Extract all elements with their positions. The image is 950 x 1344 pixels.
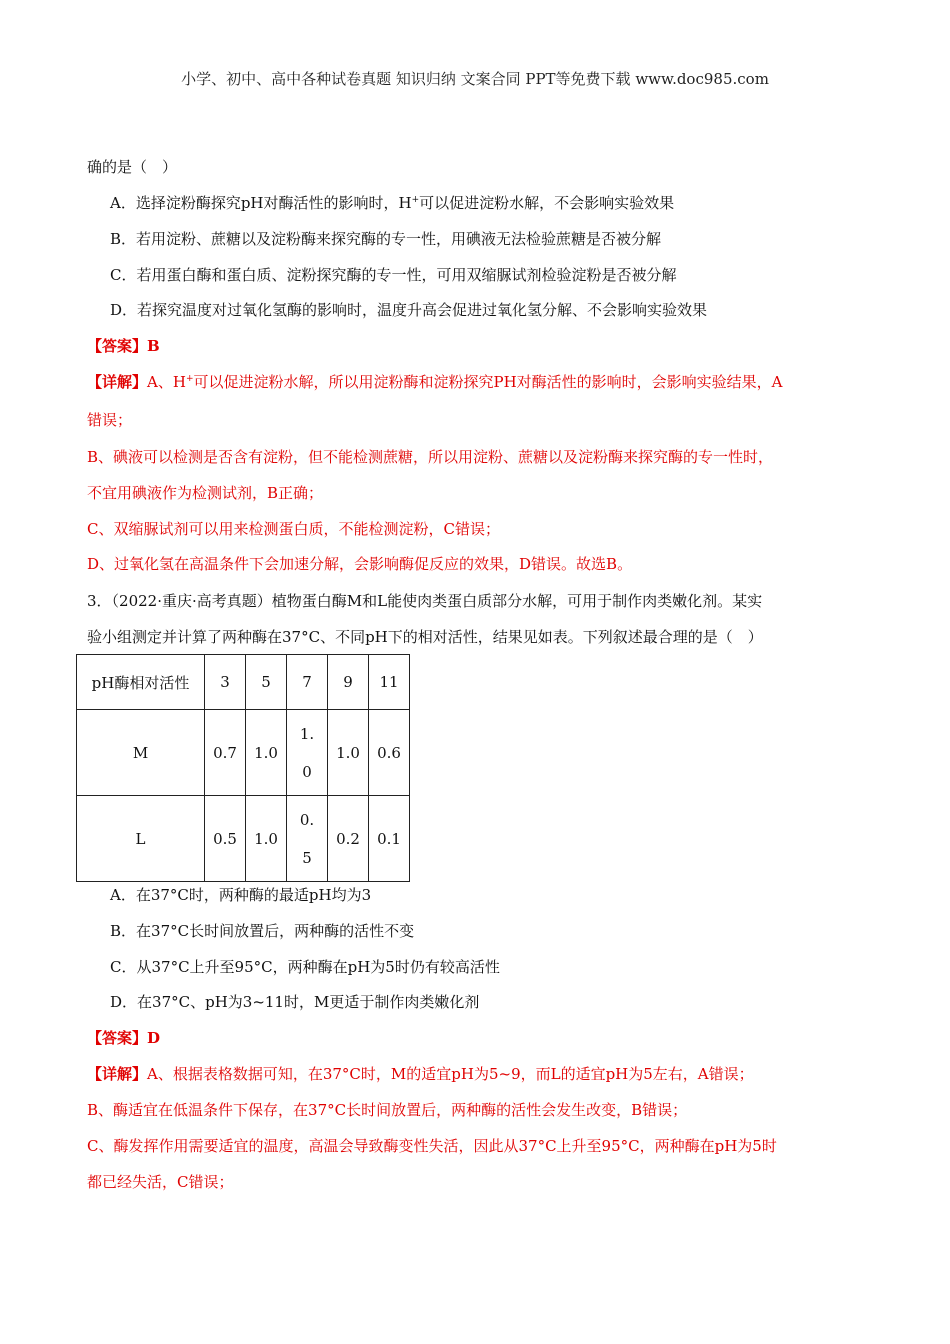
q3-option-a: A．在37°C时，两种酶的最适pH均为3: [110, 886, 372, 904]
table-corner-header: pH酶相对活性: [77, 655, 205, 710]
table-cell: 0.7: [205, 710, 246, 796]
q2-option-d: D．若探究温度对过氧化氢酶的影响时，温度升高会促进过氧化氢分解、不会影响实验效果: [110, 301, 708, 319]
table-cell-part: 0.: [299, 810, 315, 829]
q2-detail-b1: B、碘液可以检测是否含有淀粉，但不能检测蔗糖，所以用淀粉、蔗糖以及淀粉酶来探究酶的专一性时，: [87, 448, 774, 466]
q2-option-c: C．若用蛋白酶和蛋白质、淀粉探究酶的专一性，可用双缩脲试剂检验淀粉是否被分解: [110, 266, 677, 284]
q2-detail-a-post: 可以促进淀粉水解，所以用淀粉酶和淀粉探究PH对酶活性的影响时，会影响实验结果，A: [193, 373, 783, 391]
q2-detail-a-pre: A、H: [147, 373, 186, 391]
table-row: [77, 710, 410, 796]
q2-answer-label: 【答案】: [87, 337, 148, 355]
q2-detail-d: D、过氧化氢在高温条件下会加速分解，会影响酶促反应的效果，D错误。故选B。: [87, 555, 633, 573]
table-cell: 1.0: [246, 710, 287, 796]
q3-detail-b: B、酶适宜在低温条件下保存，在37°C长时间放置后，两种酶的活性会发生改变，B错误；: [87, 1101, 688, 1119]
enzyme-activity-table: [76, 654, 410, 882]
q2-option-a-sup: +: [411, 195, 420, 205]
q2-detail-a2: 错误；: [87, 411, 133, 429]
table-cell: [287, 710, 328, 796]
table-header-ph: 5: [246, 655, 287, 710]
table-header-ph: 3: [205, 655, 246, 710]
table-cell: 0.5: [205, 796, 246, 882]
table-header-ph: 11: [369, 655, 410, 710]
q3-option-d: D．在37°C、pH为3~11时，M更适于制作肉类嫩化剂: [110, 993, 480, 1011]
q2-option-a-text-rest: 可以促进淀粉水解，不会影响实验效果: [419, 194, 675, 212]
q3-detail-a-text: A、根据表格数据可知，在37°C时，M的适宜pH为5~9，而L的适宜pH为5左右，A错误；: [147, 1065, 754, 1083]
table-cell-wrapped: [300, 715, 314, 791]
q3-stem-line2: 验小组测定并计算了两种酶在37°C、不同pH下的相对活性，结果见如表。下列叙述最合理的是（ ）: [87, 628, 763, 646]
table-header-ph: 7: [287, 655, 328, 710]
q3-detail-label: 【详解】: [87, 1065, 148, 1083]
table-header-ph: 9: [328, 655, 369, 710]
q3-detail-a: [87, 1063, 754, 1085]
q2-detail-b2: 不宜用碘液作为检测试剂，B正确；: [87, 484, 324, 502]
page-header: 小学、初中、高中各种试卷真题 知识归纳 文案合同 PPT等免费下载 www.doc985.com: [181, 70, 769, 88]
q2-option-b: B．若用淀粉、蔗糖以及淀粉酶来探究酶的专一性，用碘液无法检验蔗糖是否被分解: [110, 230, 662, 248]
q2-option-a: [110, 192, 674, 214]
table-row: [77, 796, 410, 882]
q3-stem-line1: 3．（2022·重庆·高考真题）植物蛋白酶M和L能使肉类蛋白质部分水解，可用于制作肉类嫩化剂。某实: [87, 592, 763, 610]
q3-answer-label: 【答案】: [87, 1029, 148, 1047]
table-row-label: L: [77, 796, 205, 882]
q2-detail-label: 【详解】: [87, 373, 148, 391]
table-cell: 0.6: [369, 710, 410, 796]
table-cell: 0.1: [369, 796, 410, 882]
q2-answer-value: B: [147, 337, 160, 355]
q2-detail-c: C、双缩脲试剂可以用来检测蛋白质，不能检测淀粉，C错误；: [87, 520, 500, 538]
q2-answer: [87, 335, 160, 357]
table-cell: 1.0: [246, 796, 287, 882]
q2-stem-tail: 确的是（ ）: [87, 158, 178, 176]
q2-option-a-text: A．选择淀粉酶探究pH对酶活性的影响时，H: [110, 194, 412, 212]
q2-detail-a-sup: +: [185, 374, 194, 384]
table-cell: 1.0: [328, 710, 369, 796]
table-cell-part: 1.: [299, 724, 315, 743]
table-cell-part: 5: [302, 848, 312, 867]
q3-answer-value: D: [147, 1029, 161, 1047]
table-cell-part: 0: [302, 762, 312, 781]
table-cell: 0.2: [328, 796, 369, 882]
table-row-label: M: [77, 710, 205, 796]
q3-detail-c2: 都已经失活，C错误；: [87, 1173, 234, 1191]
q3-answer: [87, 1027, 160, 1049]
q3-option-c: C．从37°C上升至95°C，两种酶在pH为5时仍有较高活性: [110, 958, 500, 976]
q3-option-b: B．在37°C长时间放置后，两种酶的活性不变: [110, 922, 415, 940]
table-header-row: [77, 655, 410, 710]
table-cell-wrapped: [300, 801, 314, 877]
table-cell: [287, 796, 328, 882]
q2-detail-a: [87, 371, 783, 393]
q3-detail-c1: C、酶发挥作用需要适宜的温度，高温会导致酶变性失活，因此从37°C上升至95°C，两种酶在pH为5时: [87, 1137, 777, 1155]
